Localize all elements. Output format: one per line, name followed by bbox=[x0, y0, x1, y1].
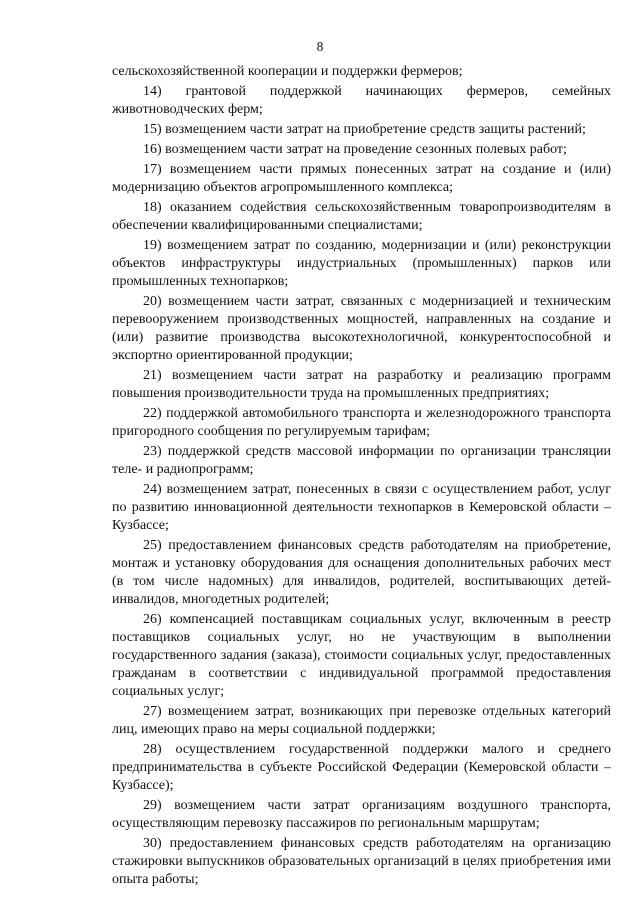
list-item-16: 16) возмещением части затрат на проведение сезонных полевых работ; bbox=[143, 142, 567, 157]
list-item-24: 24) возмещением затрат, понесенных в связи с осуществлением работ, услуг по развитию инновационной деятельности технопарков в Кемеровской области – Кузбассе; bbox=[112, 482, 611, 533]
list-item-15: 15) возмещением части затрат на приобретение средств защиты растений; bbox=[143, 122, 586, 137]
list-item-19: 19) возмещением затрат по созданию, модернизации и (или) реконструкции объектов инфраструктуры индустриальных (промышленных) парков или промышленных технопарков; bbox=[112, 238, 611, 289]
list-item-14: 14) грантовой поддержкой начинающих фермеров, семейных животноводческих ферм; bbox=[112, 84, 611, 117]
list-item-28: 28) осуществлением государственной поддержки малого и среднего предпринимательства в субъекте Российской Федерации (Кемеровской области – Кузбассе); bbox=[112, 742, 611, 793]
list-item-22: 22) поддержкой автомобильного транспорта и железнодорожного транспорта пригородного сообщения по регулируемым тарифам; bbox=[112, 406, 611, 439]
list-item-20: 20) возмещением части затрат, связанных с модернизацией и техническим перевооружением производственных мощностей, направленных на создание и (или) развитие производства высокотехнологичной, конкурентоспособной и экспортно ориентированной продукции; bbox=[112, 294, 611, 363]
list-item-30: 30) предоставлением финансовых средств работодателям на организацию стажировки выпускников образовательных организаций в целях приобретения ими опыта работы; bbox=[112, 836, 611, 887]
list-item-25: 25) предоставлением финансовых средств работодателям на приобретение, монтаж и установку оборудования для оснащения дополнительных рабочих мест (в том числе надомных) для инвалидов, родителей, воспитывающих детей-инвалидов, многодетных родителей; bbox=[112, 538, 611, 607]
list-item-26: 26) компенсацией поставщикам социальных услуг, включенным в реестр поставщиков социальных услуг, но не участвующим в выполнении государственного задания (заказа), стоимости социальных услуг, предоставленных гражданам в соответствии с индивидуальной программой предоставления социальных услуг; bbox=[112, 612, 611, 699]
document-body bbox=[112, 63, 611, 891]
list-item-17: 17) возмещением части прямых понесенных затрат на создание и (или) модернизацию объектов агропромышленного комплекса; bbox=[112, 162, 611, 195]
list-item-18: 18) оказанием содействия сельскохозяйственным товаропроизводителям в обеспечении квалифицированными специалистами; bbox=[112, 200, 611, 233]
list-item-27: 27) возмещением затрат, возникающих при перевозке отдельных категорий лиц, имеющих право на меры социальной поддержки; bbox=[112, 704, 611, 737]
paragraph-continuation: сельскохозяйственной кооперации и поддержки фермеров; bbox=[112, 64, 463, 79]
list-item-21: 21) возмещением части затрат на разработку и реализацию программ повышения производительности труда на промышленных предприятиях; bbox=[112, 368, 611, 401]
list-item-23: 23) поддержкой средств массовой информации по организации трансляции теле- и радиопрограмм; bbox=[112, 444, 611, 477]
list-item-29: 29) возмещением части затрат организациям воздушного транспорта, осуществляющим перевозку пассажиров по региональным маршрутам; bbox=[112, 798, 611, 831]
page-number: 8 bbox=[316, 39, 324, 54]
